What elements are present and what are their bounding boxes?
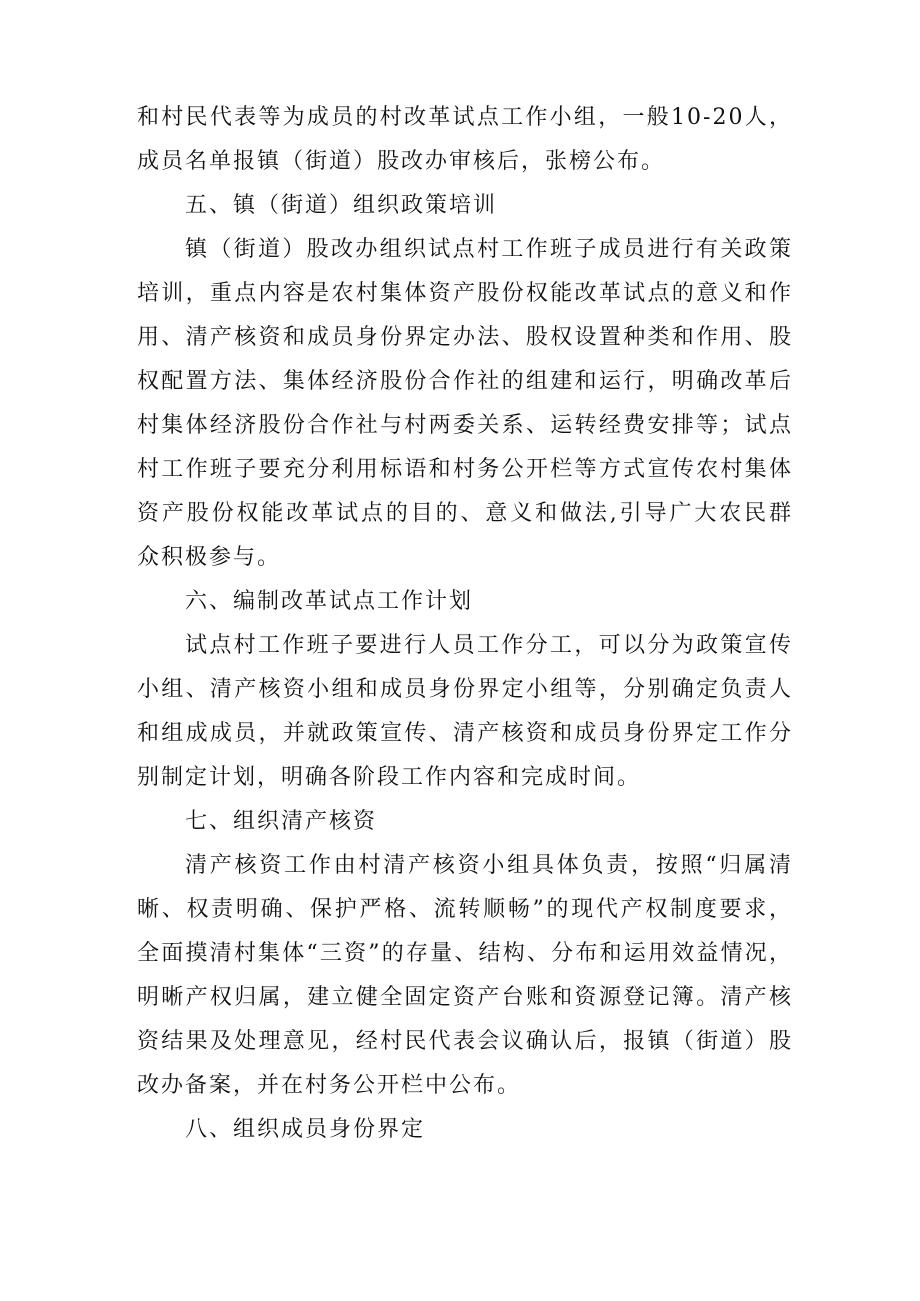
body-paragraph-work-plan: 试点村工作班子要进行人员工作分工，可以分为政策宣传小组、清产核资小组和成员身份界定小组等，分别确定负责人和组成成员，并就政策宣传、清产核资和成员身份界定工作分别制定计划，明确各阶段工作内容和完成时间。 [137, 633, 793, 790]
body-paragraph-policy-training: 镇（街道）股改办组织试点村工作班子成员进行有关政策培训，重点内容是农村集体资产股份权能改革试点的意义和作用、清产核资和成员身份界定办法、股权设置种类和作用、股权配置方法、集体经济股份合作社的组建和运行，明确改革后村集体经济股份合作社与村两委关系、运转经费安排等；试点村工作班子要充分利用标语和村务公开栏等方式宣传农村集体资产股份权能改革试点的目的、意义和做法,引导广大农民群众积极参与。 [137, 237, 793, 570]
section-heading-5: 五、镇（街道）组织政策培训 [185, 193, 498, 218]
document-body [137, 96, 793, 1152]
section-heading-6: 六、编制改革试点工作计划 [185, 589, 474, 614]
section-heading-8: 八、组织成员身份界定 [185, 1117, 426, 1142]
section-heading-7: 七、组织清产核资 [185, 809, 378, 834]
body-paragraph-asset-verification: 清产核资工作由村清产核资小组具体负责，按照“归属清晰、权责明确、保护严格、流转顺畅”的现代产权制度要求，全面摸清村集体“三资”的存量、结构、分布和运用效益情况，明晰产权归属，建立健全固定资产台账和资源登记簿。清产核资结果及处理意见，经村民代表会议确认后，报镇（街道）股改办备案，并在村务公开栏中公布。 [137, 853, 793, 1098]
body-paragraph-continued: 和村民代表等为成员的村改革试点工作小组，一般10-20人，成员名单报镇（街道）股改办审核后，张榜公布。 [137, 105, 793, 174]
